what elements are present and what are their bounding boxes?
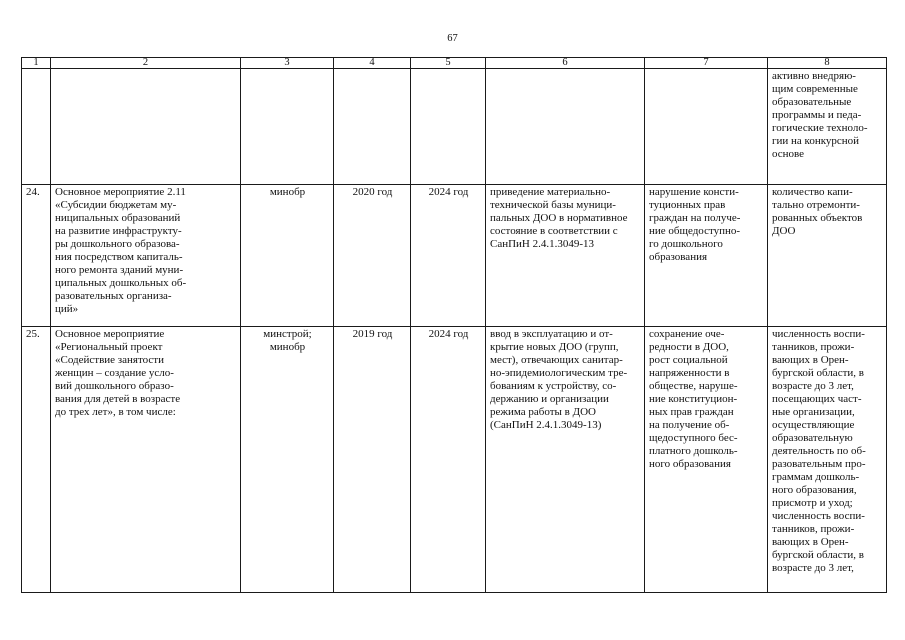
table-row bbox=[22, 185, 887, 327]
expected-result-cell: приведение материально- технической базы муници- пальных ДОО в нормативное состояние в соответствии с СанПиН 2.4.1.3049-13 bbox=[486, 185, 645, 327]
table-row bbox=[22, 69, 887, 185]
indicator-cell: активно внедряю- щим современные образовательные программы и педа- гогические техноло- гии на конкурсной основе bbox=[768, 69, 887, 185]
column-header: 4 bbox=[334, 58, 411, 69]
event-cell: Основное мероприятие 2.11 «Субсидии бюджетам му- ниципальных образований на развитие инфраструкту- ры дошкольного образова- ния посредством капиталь- ного ремонта зданий муни- ципальных дошкольных об- разовательных организа- ций» bbox=[51, 185, 241, 327]
expected-result-cell bbox=[486, 69, 645, 185]
executor-cell: минстрой; минобр bbox=[241, 327, 334, 593]
column-header: 3 bbox=[241, 58, 334, 69]
start-year-cell: 2020 год bbox=[334, 185, 411, 327]
executor-cell bbox=[241, 69, 334, 185]
start-year-cell bbox=[334, 69, 411, 185]
consequences-cell: сохранение оче- редности в ДОО, рост социальной напряженности в обществе, наруше- ние конституцион- ных прав граждан на получение об- щедоступного бес- платного дошколь- ного образования bbox=[645, 327, 768, 593]
program-activities-table bbox=[21, 57, 887, 593]
page-number: 67 bbox=[447, 33, 458, 44]
table-row bbox=[22, 327, 887, 593]
row-number-cell: 24. bbox=[22, 185, 51, 327]
indicator-cell: количество капи- тально отремонти- рованных объектов ДОО bbox=[768, 185, 887, 327]
column-header: 2 bbox=[51, 58, 241, 69]
start-year-cell: 2019 год bbox=[334, 327, 411, 593]
expected-result-cell: ввод в эксплуатацию и от- крытие новых ДОО (групп, мест), отвечающих санитар- но-эпидемиологическим тре- бованиям к устройству, со- держанию и организации режима работы в ДОО (СанПиН 2.4.1.3049-13) bbox=[486, 327, 645, 593]
indicator-cell: численность воспи- танников, прожи- вающих в Орен- бургской области, в возрасте до 3 лет, посещающих част- ные организации, осуществляющие образовательную деятельность по об- разовательным про- граммам дошколь- ного образования, присмотр и уход; численность воспи- танников, прожи- вающих в Орен- бургской области, в возрасте до 3 лет, bbox=[768, 327, 887, 593]
event-cell: Основное мероприятие «Региональный проект «Содействие занятости женщин – создание усло- вий дошкольного образо- вания для детей в возрасте до трех лет», в том числе: bbox=[51, 327, 241, 593]
executor-cell: минобр bbox=[241, 185, 334, 327]
consequences-cell bbox=[645, 69, 768, 185]
column-header: 5 bbox=[411, 58, 486, 69]
consequences-cell: нарушение консти- туционных прав граждан на получе- ние общедоступно- го дошкольного образования bbox=[645, 185, 768, 327]
row-number-cell: 25. bbox=[22, 327, 51, 593]
column-number-row bbox=[22, 58, 887, 69]
end-year-cell: 2024 год bbox=[411, 185, 486, 327]
end-year-cell: 2024 год bbox=[411, 327, 486, 593]
column-header: 6 bbox=[486, 58, 645, 69]
event-cell bbox=[51, 69, 241, 185]
column-header: 1 bbox=[22, 58, 51, 69]
end-year-cell bbox=[411, 69, 486, 185]
column-header: 8 bbox=[768, 58, 887, 69]
row-number-cell bbox=[22, 69, 51, 185]
column-header: 7 bbox=[645, 58, 768, 69]
